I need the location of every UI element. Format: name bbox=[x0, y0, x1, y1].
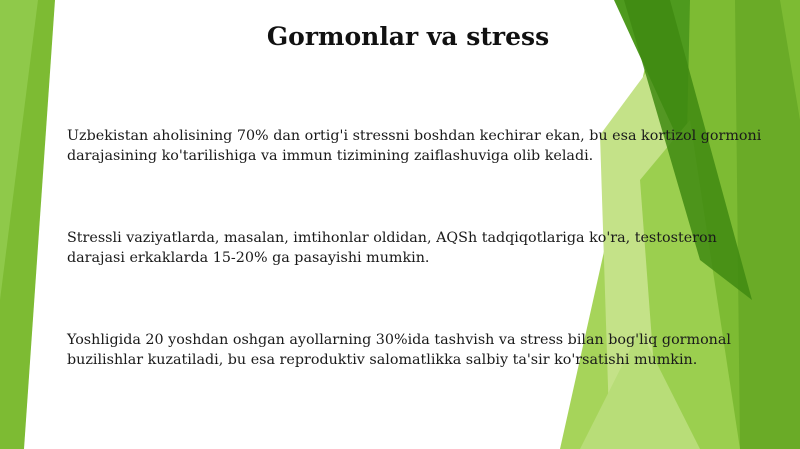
paragraph-testosterone: Stressli vaziyatlarda, masalan, imtihonlar oldidan, AQSh tadqiqotlariga ko'ra, testosteron darajasi erkaklarda 15-20% ga pasayishi mumkin. bbox=[67, 230, 717, 266]
slide-title: Gormonlar va stress bbox=[266, 22, 550, 51]
right-edge-facet bbox=[735, 0, 800, 449]
paragraph-cortisol: Uzbekistan aholisining 70% dan ortig'i stressni boshdan kechirar ekan, bu esa kortizol gormoni darajasining ko'tarilishiga va immun tizimining zaiflashuviga olib keladi. bbox=[67, 128, 762, 164]
paragraph-hormonal-disorders: Yoshligida 20 yoshdan oshgan ayollarning 30%ida tashvish va stress bilan bog'liq gormonal buzilishlar kuzatiladi, bu esa reproduktiv salomatlikka salbiy ta'sir ko'rsatishi mumkin. bbox=[67, 332, 731, 368]
